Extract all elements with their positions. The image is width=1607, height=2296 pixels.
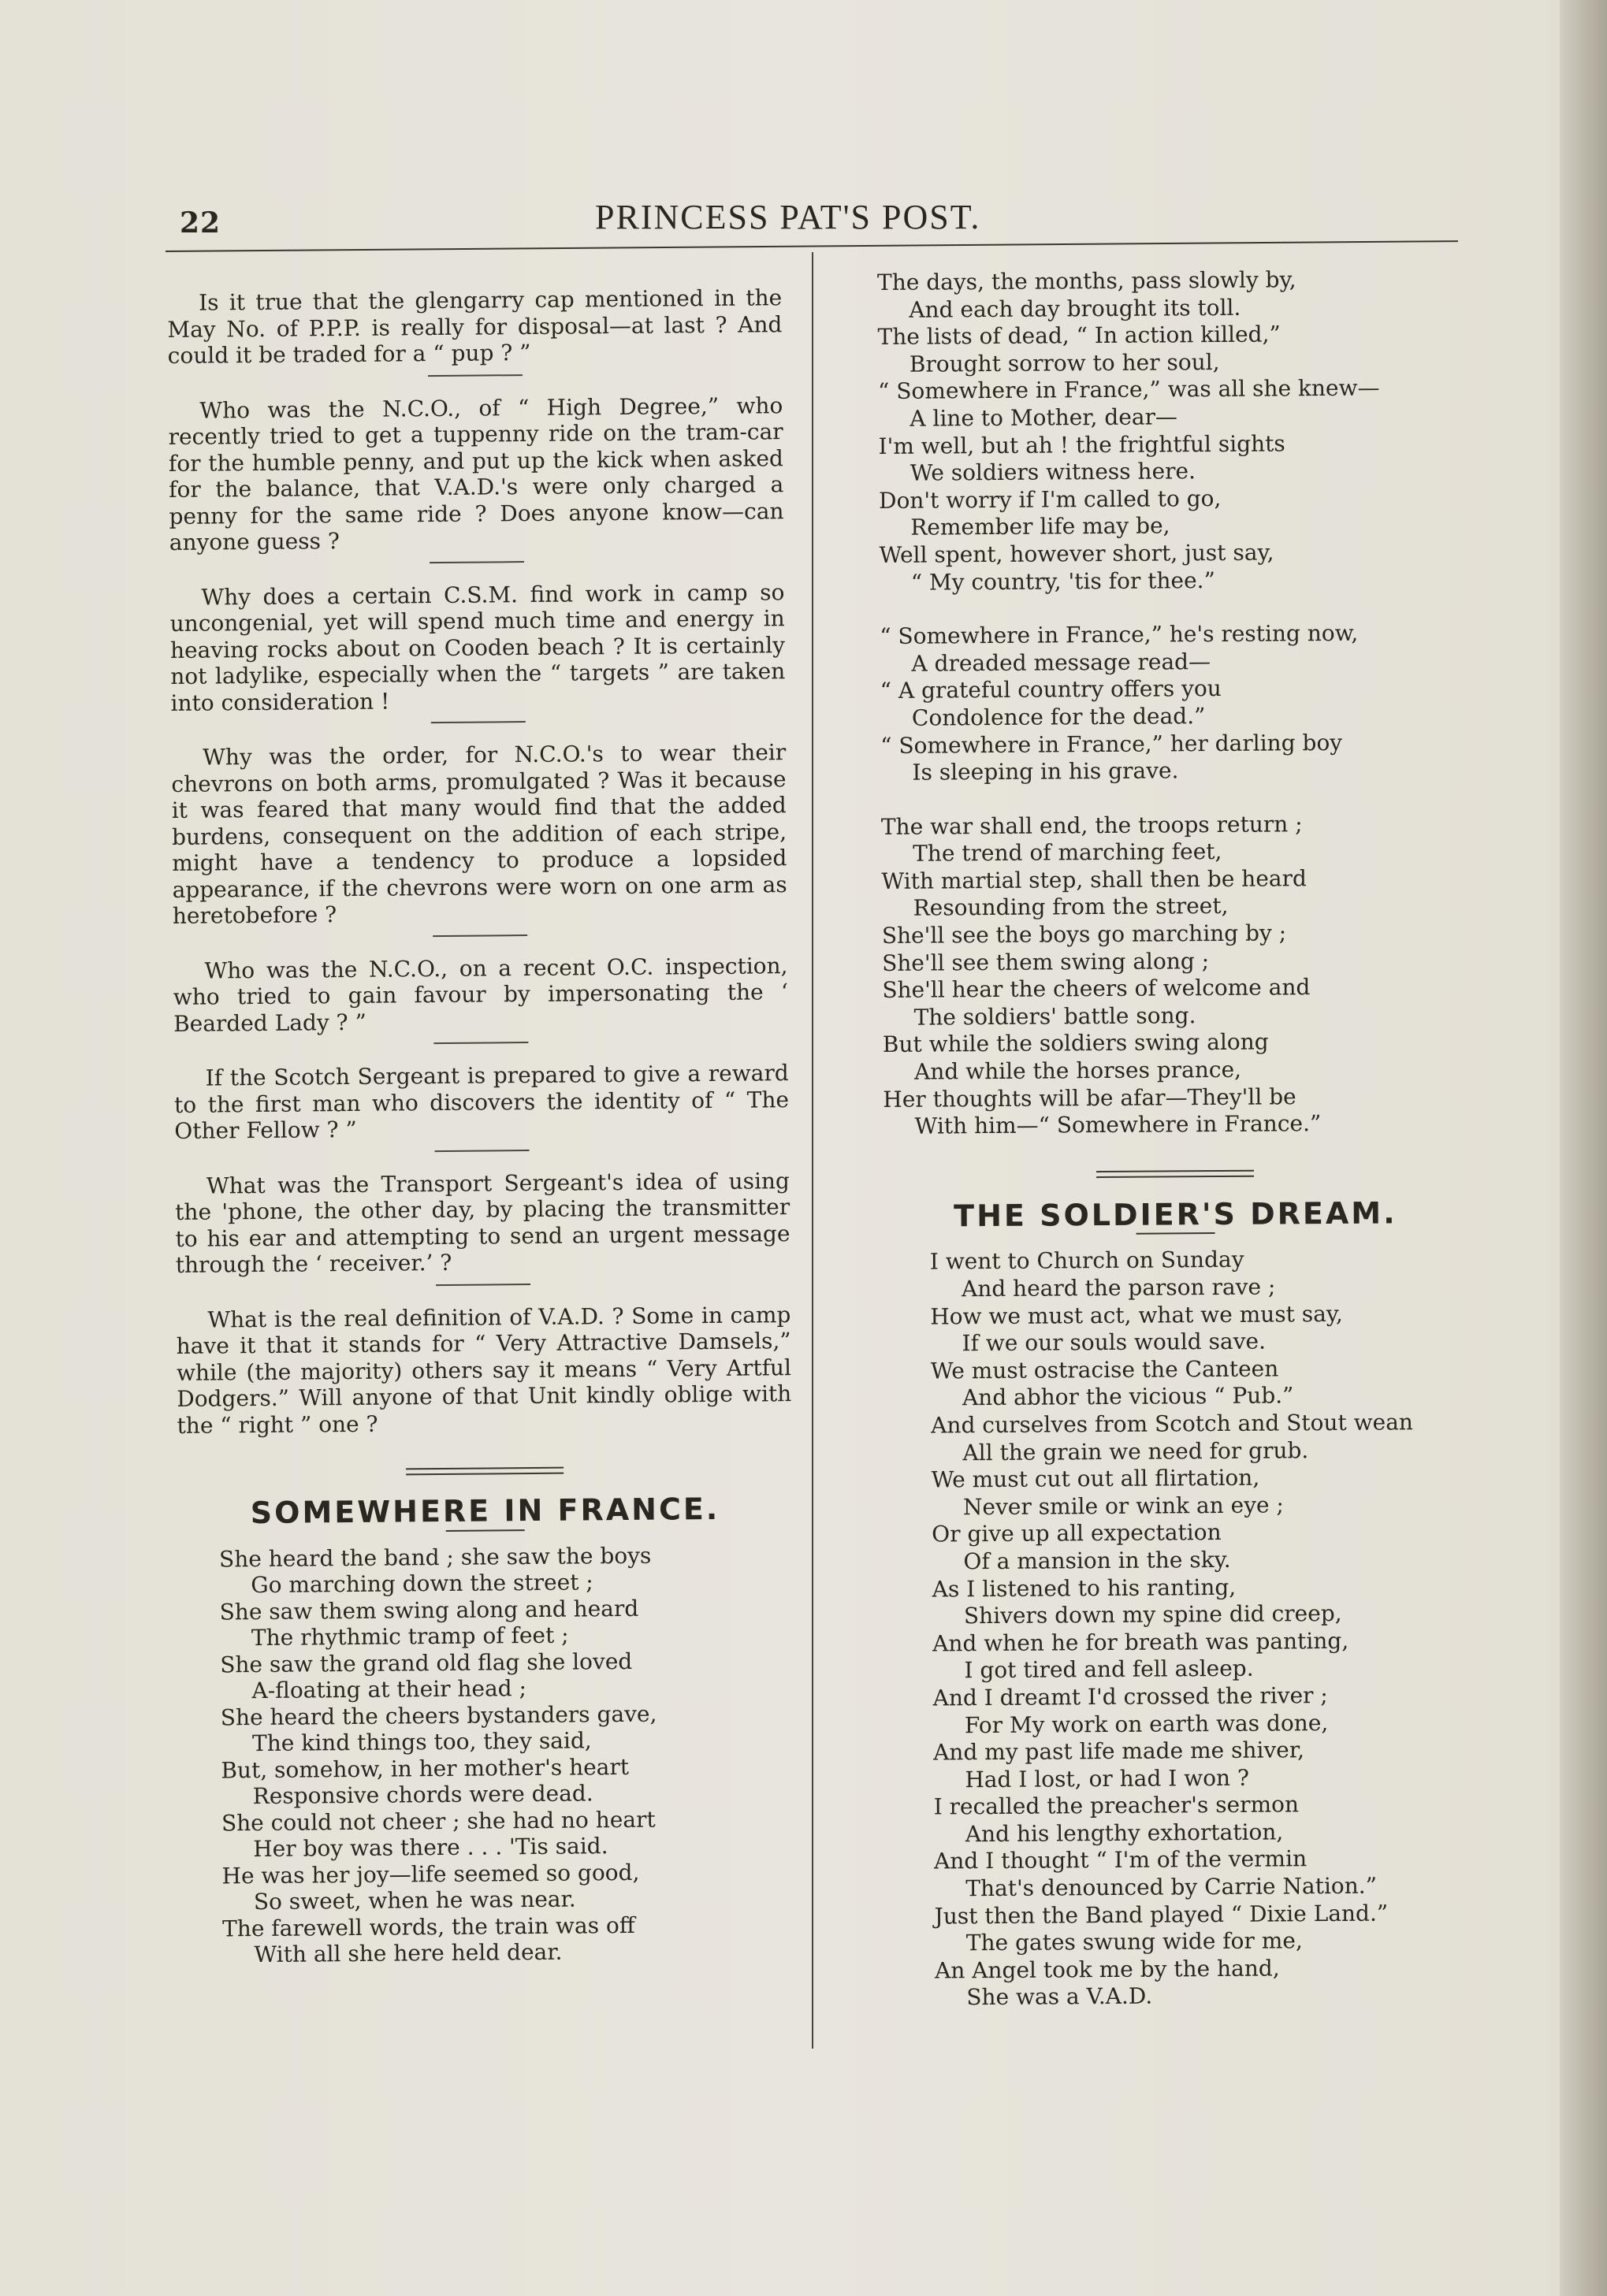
poem-line: Responsive chords were dead.	[252, 1780, 593, 1810]
poem-line: She heard the cheers bystanders gave,	[220, 1700, 657, 1730]
poem-somewhere-in-france-part1	[178, 1541, 797, 1969]
poem-soldiers-dream	[884, 1245, 1473, 2012]
page-edge	[1560, 0, 1607, 2296]
poem-line: She'll hear the cheers of welcome and	[882, 974, 1311, 1004]
title-rule	[446, 1529, 525, 1532]
poem-line: And I thought “ I'm of the vermin	[933, 1845, 1308, 1875]
poem-line: If we our souls would save.	[962, 1328, 1267, 1357]
poem-line: Resounding from the street,	[913, 893, 1229, 922]
poem-line: She could not cheer ; she had no heart	[221, 1806, 656, 1836]
poem-line: “ A grateful country offers you	[880, 675, 1222, 704]
poem-line: And his lengthy exhortation,	[965, 1819, 1284, 1848]
poem-line: “ Somewhere in France,” he's resting now,	[880, 619, 1359, 650]
separator-rule	[433, 934, 527, 937]
column-divider	[812, 252, 813, 2049]
separator-rule	[436, 1284, 530, 1286]
poem-line: Her thoughts will be afar—They'll be	[883, 1083, 1296, 1113]
poem-line: Well spent, however short, just say,	[879, 539, 1274, 568]
poem-line: And heard the parson rave ;	[961, 1273, 1276, 1302]
poem-line: So sweet, when he was near.	[253, 1885, 576, 1915]
poem-line: She saw the grand old flag she loved	[220, 1648, 633, 1677]
poem-line: I'm well, but ah ! the frightful sights	[878, 429, 1285, 459]
poem-line: And curselves from Scotch and Stout wean	[931, 1409, 1414, 1439]
poem-somewhere-in-france-part2	[877, 266, 1467, 1141]
poem-line: But while the soldiers swing along	[882, 1028, 1269, 1058]
poem-line: “ Somewhere in France,” was all she knew—	[877, 374, 1380, 405]
poem-stanza	[881, 810, 1467, 1141]
poem-line: The rhythmic tramp of feet ;	[251, 1622, 569, 1651]
poem-line: Or give up all expectation	[932, 1519, 1222, 1547]
poem-line: She saw them swing along and heard	[219, 1595, 639, 1625]
poem-line: But, somehow, in her mother's heart	[221, 1753, 630, 1783]
poem-line: Shivers down my spine did creep,	[963, 1600, 1342, 1629]
poem-line: We must cut out all flirtation,	[931, 1464, 1260, 1493]
query-paragraph: Is it true that the glengarry cap mentioned in the May No. of P.P.P. is really for disposal—at last ? And could it be traded for a “ pup ? ”	[167, 284, 783, 369]
poem-line: The days, the months, pass slowly by,	[877, 266, 1296, 295]
poem-line: I went to Church on Sunday	[929, 1246, 1244, 1275]
section-double-rule	[406, 1467, 564, 1476]
poem-title-soldiers-dream: THE SOLDIER'S DREAM.	[954, 1195, 1397, 1234]
separator-rule	[431, 721, 526, 723]
poem-line: A-floating at their head ;	[251, 1675, 527, 1704]
page-number: 22	[180, 206, 221, 240]
poem-line: And when he for breath was panting,	[932, 1627, 1349, 1657]
query-paragraph: Why was the order, for N.C.O.'s to wear their chevrons on both arms, promulgated ? Was it because it was feared that many would find that the added burdens, consequent on the addition of each stripe, might have a tendency to produce a lopsided appearance, if the chevrons were worn on one arm as heretobefore ?	[171, 739, 787, 929]
poem-line: And my past life made me shiver,	[933, 1737, 1305, 1766]
poem-line: Just then the Band played “ Dixie Land.”	[934, 1900, 1389, 1930]
poem-line: An Angel took me by the hand,	[934, 1955, 1280, 1984]
poem-line: We must ostracise the Canteen	[930, 1355, 1279, 1384]
poem-line: And while the horses prance,	[913, 1056, 1242, 1085]
poem-line: She'll see them swing along ;	[882, 947, 1210, 976]
poem-line: With all she here held dear.	[254, 1938, 563, 1968]
poem-line: The lists of dead, “ In action killed,”	[877, 321, 1281, 351]
poem-line: Go marching down the street ;	[251, 1569, 593, 1599]
poem-stanza	[219, 1541, 797, 1968]
query-paragraph: Who was the N.C.O., on a recent O.C. inspection, who tried to gain favour by impersonating the ‘ Bearded Lady ? ”	[173, 952, 788, 1037]
poem-line: We soldiers witness here.	[910, 458, 1196, 486]
poem-line: Condolence for the dead.”	[911, 703, 1206, 731]
query-paragraph: Who was the N.C.O., of “ High Degree,” who recently tried to get a tuppenny ride on the tram-car for the humble penny, and put up the kick when asked for the balance, that V.A.D.'s were only charged a penny for the same ride ? Does anyone know—can anyone guess ?	[168, 392, 784, 555]
separator-rule	[435, 1150, 530, 1152]
separator-rule	[430, 561, 524, 563]
separator-rule	[428, 374, 523, 377]
poem-line: How we must act, what we must say,	[930, 1300, 1343, 1330]
poem-line: Never smile or wink an eye ;	[962, 1492, 1285, 1521]
query-paragraph: What is the real definition of V.A.D. ? Some in camp have it that it stands for “ Very Attractive Damsels,” while (the majority) others say it means “ Very Artful Dodgers.” Will anyone of that Unit kindly oblige with the “ right ” one ?	[176, 1301, 792, 1439]
poem-title-somewhere-in-france: SOMEWHERE IN FRANCE.	[250, 1491, 720, 1531]
left-column	[167, 284, 797, 1995]
poem-line: She'll see the boys go marching by ;	[881, 920, 1287, 949]
poem-line: All the grain we need for grub.	[962, 1436, 1309, 1466]
poem-line: The war shall end, the troops return ;	[880, 810, 1303, 840]
poem-stanza	[877, 266, 1463, 596]
poem-line: I recalled the preacher's sermon	[933, 1791, 1300, 1820]
poem-line: As I listened to his ranting,	[932, 1573, 1237, 1603]
poem-line: And abhor the vicious “ Pub.”	[962, 1382, 1294, 1411]
query-paragraph: What was the Transport Sergeant's idea of using the 'phone, the other day, by placing the transmitter to his ear and attempting to send an urgent message through the ‘ receiver.’ ?	[175, 1167, 790, 1278]
poem-line: The kind things too, they said,	[251, 1727, 592, 1757]
query-list	[167, 284, 792, 1439]
poem-line: She was a V.A.D.	[966, 1983, 1153, 2011]
poem-line: Had I lost, or had I won ?	[965, 1764, 1250, 1793]
poem-line: Remember life may be,	[910, 512, 1170, 541]
right-column	[877, 266, 1473, 2039]
poem-line: Don't worry if I'm called to go,	[878, 485, 1222, 514]
poem-line: Is sleeping in his grave.	[912, 757, 1179, 786]
separator-rule	[433, 1042, 528, 1044]
poem-stanza	[930, 1245, 1473, 2012]
poem-line: And I dreamt I'd crossed the river ;	[932, 1681, 1328, 1711]
poem-line: For My work on earth was done,	[964, 1709, 1329, 1738]
section-double-rule	[1096, 1170, 1254, 1178]
poem-line: “ My country, 'tis for thee.”	[910, 567, 1215, 596]
poem-line: The farewell words, the train was off	[222, 1911, 635, 1941]
poem-line: He was her joy—life seemed so good,	[221, 1859, 640, 1889]
poem-line: The trend of marching feet,	[913, 838, 1222, 867]
poem-line: That's denounced by Carrie Nation.”	[965, 1872, 1378, 1902]
poem-line: With martial step, shall then be heard	[881, 865, 1307, 894]
poem-line: A line to Mother, dear—	[910, 403, 1178, 432]
title-rule	[1136, 1232, 1215, 1235]
masthead-title: PRINCESS PAT'S POST.	[595, 198, 981, 236]
query-paragraph: If the Scotch Sergeant is prepared to give a reward to the first man who discovers the identity of “ The Other Fellow ? ”	[173, 1060, 790, 1144]
poem-line: Her boy was there . . . 'Tis said.	[253, 1833, 608, 1863]
poem-stanza	[880, 619, 1464, 787]
poem-line: A dreaded message read—	[911, 648, 1211, 677]
poem-line: Of a mansion in the sky.	[963, 1546, 1231, 1575]
poem-line: The soldiers' battle song.	[913, 1002, 1196, 1031]
poem-line: “ Somewhere in France,” her darling boy	[880, 729, 1343, 759]
poem-line: I got tired and fell asleep.	[964, 1655, 1254, 1684]
poem-line: And each day brought its toll.	[909, 294, 1241, 323]
poem-line: With him—“ Somewhere in France.”	[914, 1110, 1322, 1139]
poem-line: She heard the band ; she saw the boys	[218, 1542, 652, 1572]
poem-line: The gates swung wide for me,	[965, 1927, 1303, 1956]
poem-line: Brought sorrow to her soul,	[909, 348, 1220, 377]
query-paragraph: Why does a certain C.S.M. find work in camp so uncongenial, yet will spend much time and energy in heaving rocks about on Cooden beach ? It is certainly not ladylike, especially when the “ targets ” are taken into consideration !	[169, 578, 786, 716]
